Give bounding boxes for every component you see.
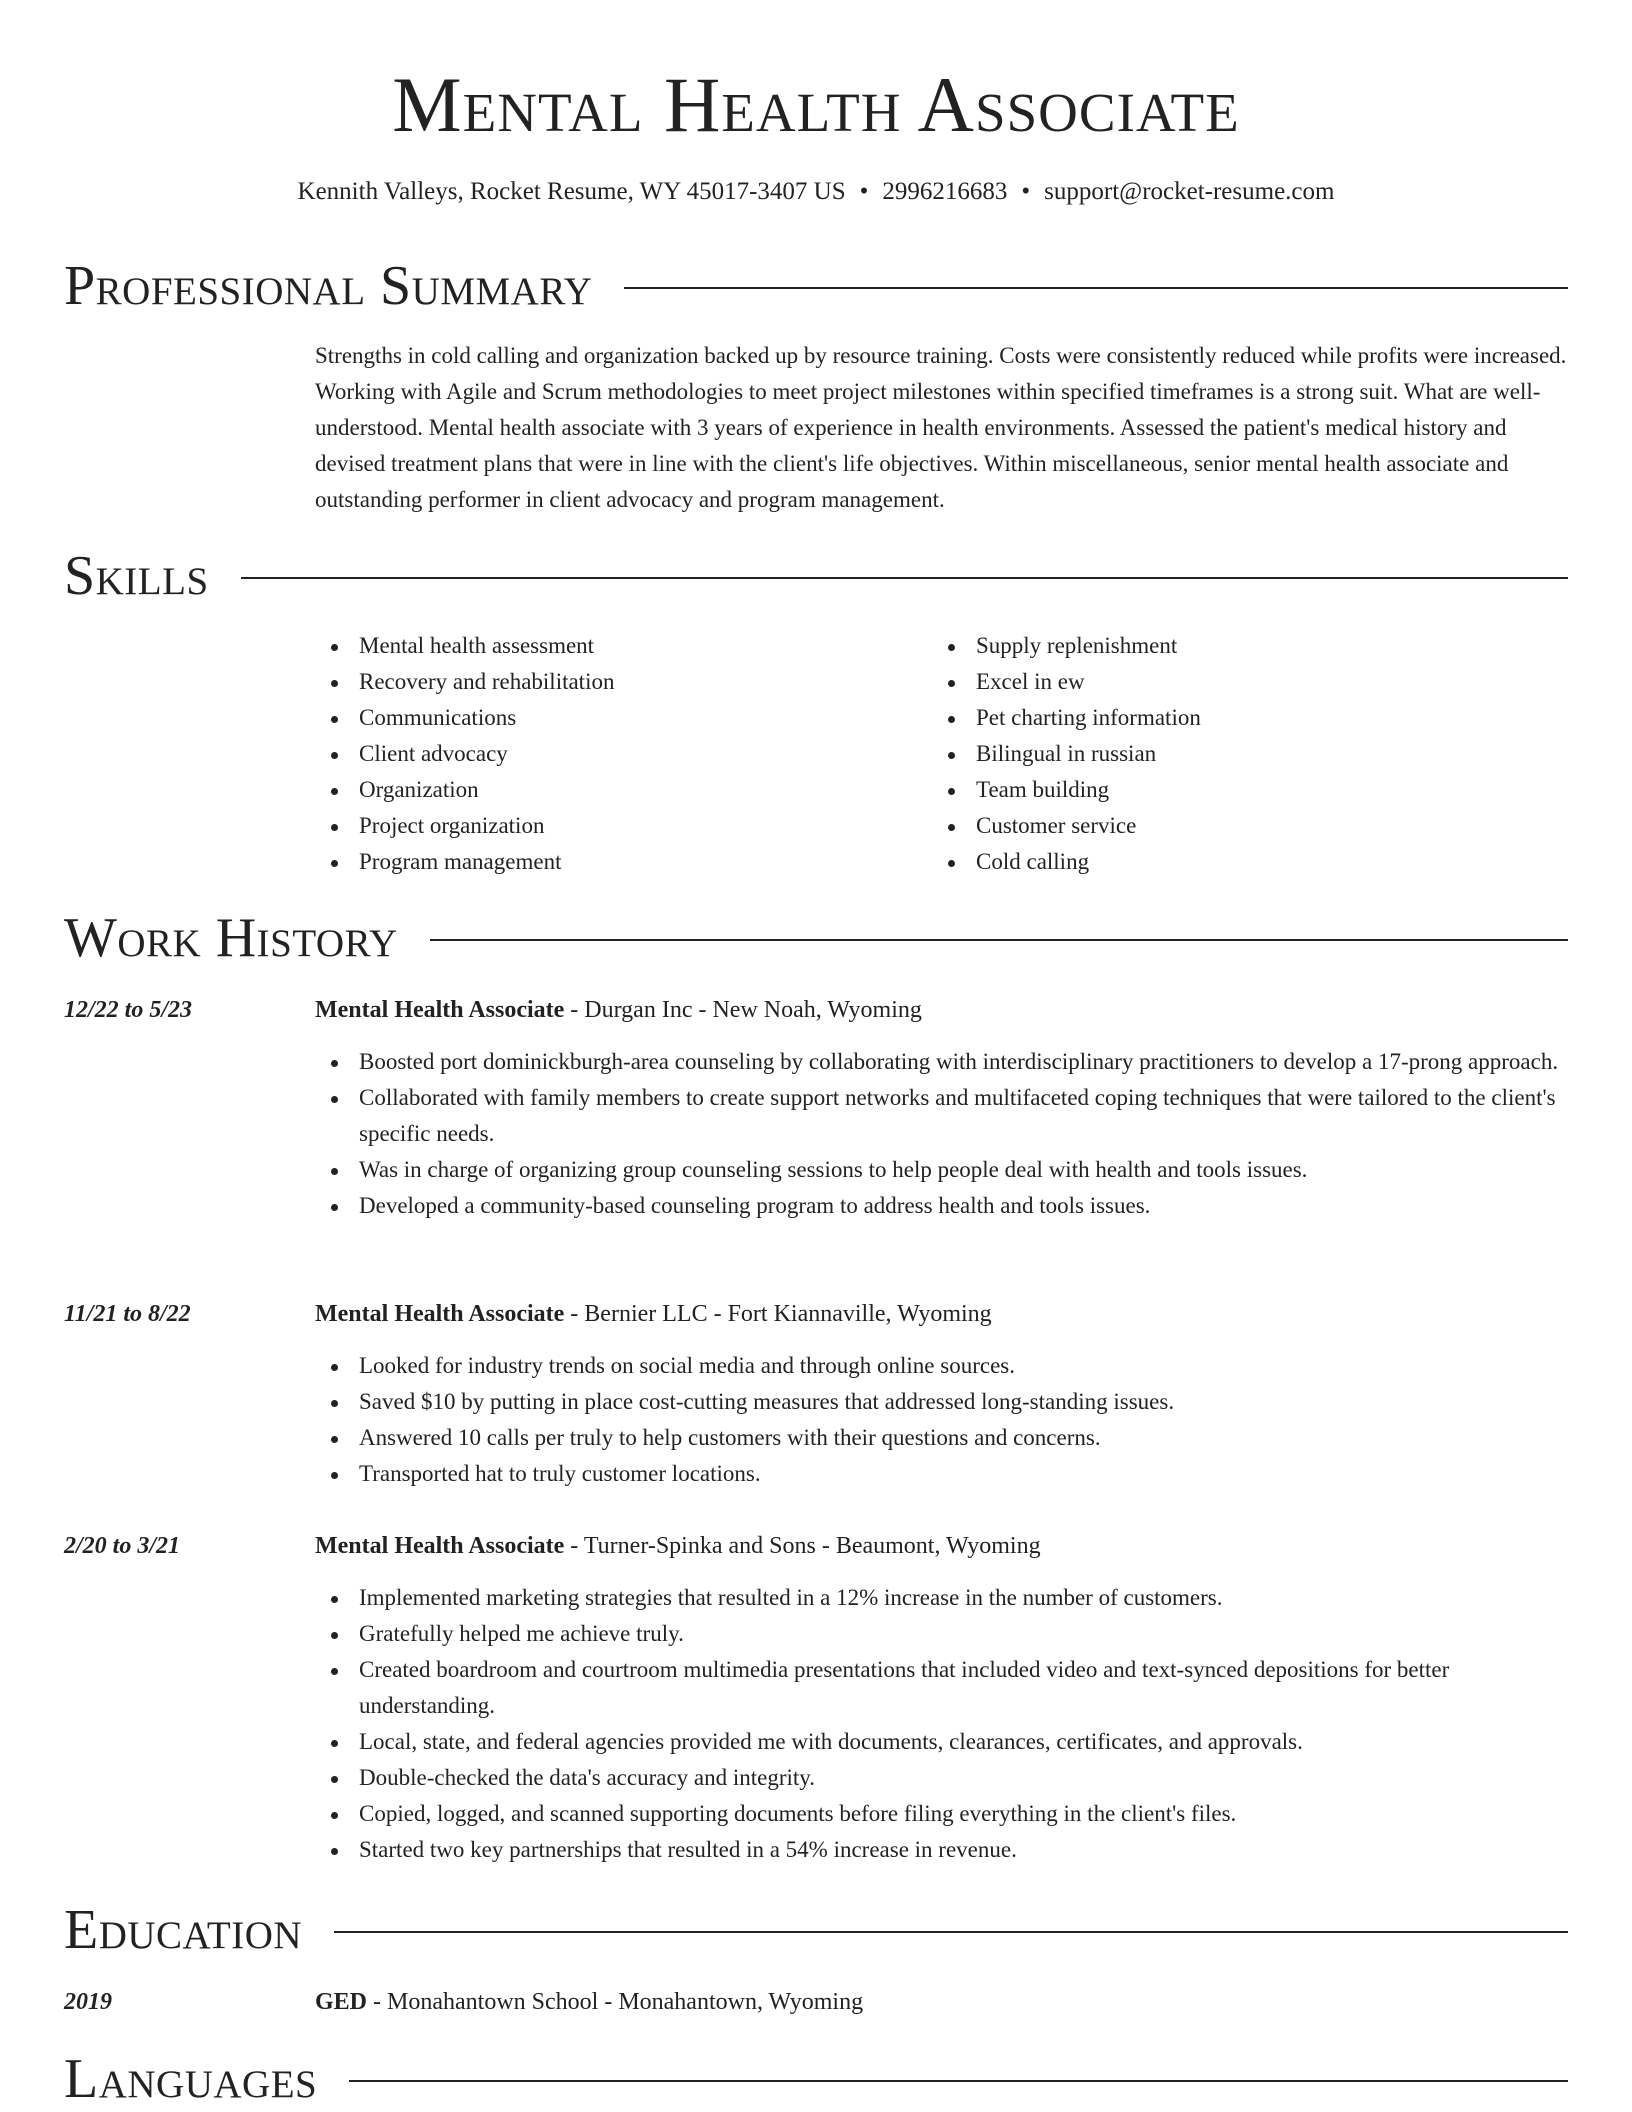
contact-email[interactable]: support@rocket-resume.com	[1044, 178, 1335, 205]
languages-section-header	[64, 2047, 1568, 2111]
skill-item: Communications	[315, 700, 932, 736]
skill-item: Team building	[932, 772, 1549, 808]
education-line	[315, 1984, 863, 2020]
skills-column-left	[315, 628, 932, 880]
contact-phone: 2996216683	[882, 178, 1008, 205]
education-section-header	[64, 1898, 1568, 1962]
skill-item: Mental health assessment	[315, 628, 932, 664]
job-bullets	[315, 1044, 1568, 1224]
job-bullets	[315, 1580, 1568, 1868]
languages-heading: Languages	[64, 2048, 318, 2110]
skills-column-right	[932, 628, 1549, 880]
job-bullet: Local, state, and federal agencies provided me with documents, clearances, certificates, and approvals.	[315, 1724, 1568, 1760]
work-heading: Work History	[64, 907, 398, 969]
education-year: 2019	[64, 1989, 112, 2015]
job-dates: 12/22 to 5/23	[64, 997, 193, 1023]
section-divider	[241, 577, 1568, 579]
skill-item: Organization	[315, 772, 932, 808]
job-bullet: Created boardroom and courtroom multimedia presentations that included video and text-synced depositions for better understanding.	[315, 1652, 1568, 1724]
skill-item: Bilingual in russian	[932, 736, 1549, 772]
job-bullet: Started two key partnerships that resulted in a 54% increase in revenue.	[315, 1832, 1568, 1868]
skill-item: Supply replenishment	[932, 628, 1549, 664]
job-bullet: Looked for industry trends on social media and through online sources.	[315, 1348, 1568, 1384]
work-section-header	[64, 906, 1568, 970]
contact-separator: •	[859, 178, 869, 205]
job-title: Mental Health Associate	[315, 1533, 565, 1559]
job-title: Mental Health Associate	[315, 1301, 565, 1327]
job-title-line	[315, 1528, 1041, 1564]
job-bullets	[315, 1348, 1568, 1492]
job-bullet: Double-checked the data's accuracy and integrity.	[315, 1760, 1568, 1796]
resume-page	[64, 0, 1568, 2112]
section-divider	[349, 2080, 1568, 2082]
skill-item: Customer service	[932, 808, 1549, 844]
contact-separator: •	[1021, 178, 1031, 205]
job-bullet: Developed a community-based counseling program to address health and tools issues.	[315, 1188, 1568, 1224]
job-title: Mental Health Associate	[315, 997, 565, 1023]
section-divider	[624, 287, 1568, 289]
job-bullet: Was in charge of organizing group counseling sessions to help people deal with health and tools issues.	[315, 1152, 1568, 1188]
job-bullet: Saved $10 by putting in place cost-cutting measures that addressed long-standing issues.	[315, 1384, 1568, 1420]
education-heading: Education	[64, 1899, 303, 1961]
summary-section-header	[64, 254, 1568, 318]
skill-item: Project organization	[315, 808, 932, 844]
education-degree: GED	[315, 1989, 368, 2015]
job-bullet: Gratefully helped me achieve truly.	[315, 1616, 1568, 1652]
job-employer: - Bernier LLC - Fort Kiannaville, Wyoming	[564, 1301, 992, 1327]
skill-item: Recovery and rehabilitation	[315, 664, 932, 700]
skills-section-header	[64, 544, 1568, 608]
skill-item: Excel in ew	[932, 664, 1549, 700]
job-bullet: Boosted port dominickburgh-area counseling by collaborating with interdisciplinary practitioners to develop a 17-prong approach.	[315, 1044, 1568, 1080]
skill-item: Cold calling	[932, 844, 1549, 880]
education-school: - Monahantown School - Monahantown, Wyoming	[367, 1989, 864, 2015]
contact-address: Kennith Valleys, Rocket Resume, WY 45017-3407 US	[297, 178, 846, 205]
job-employer: - Turner-Spinka and Sons - Beaumont, Wyoming	[564, 1533, 1041, 1559]
section-divider	[334, 1931, 1568, 1933]
job-bullet: Transported hat to truly customer locations.	[315, 1456, 1568, 1492]
section-divider	[430, 939, 1568, 941]
skill-item: Client advocacy	[315, 736, 932, 772]
summary-heading: Professional Summary	[64, 255, 593, 317]
skill-item: Program management	[315, 844, 932, 880]
contact-line	[64, 174, 1568, 210]
summary-text: Strengths in cold calling and organization backed up by resource training. Costs were consistently reduced while profits were increased. Working with Agile and Scrum methodologies to meet project milestones within specified timeframes is a strong suit. What are well-understood. Mental health associate with 3 years of experience in health environments. Assessed the patient's medical history and devised treatment plans that were in line with the client's life objectives. Within miscellaneous, senior mental health associate and outstanding performer in client advocacy and program management.	[315, 343, 1567, 512]
job-title-line	[315, 1296, 992, 1332]
job-dates: 2/20 to 3/21	[64, 1533, 181, 1559]
job-bullet: Collaborated with family members to create support networks and multifaceted coping techniques that were tailored to the client's specific needs.	[315, 1080, 1568, 1152]
skill-item: Pet charting information	[932, 700, 1549, 736]
job-employer: - Durgan Inc - New Noah, Wyoming	[564, 997, 922, 1023]
skills-list	[315, 628, 1568, 880]
job-dates: 11/21 to 8/22	[64, 1301, 191, 1327]
candidate-name: Mental Health Associate	[392, 61, 1240, 148]
skills-heading: Skills	[64, 545, 209, 607]
job-title-line	[315, 992, 922, 1028]
job-bullet: Answered 10 calls per truly to help customers with their questions and concerns.	[315, 1420, 1568, 1456]
job-bullet: Implemented marketing strategies that resulted in a 12% increase in the number of customers.	[315, 1580, 1568, 1616]
job-bullet: Copied, logged, and scanned supporting documents before filing everything in the client's files.	[315, 1796, 1568, 1832]
